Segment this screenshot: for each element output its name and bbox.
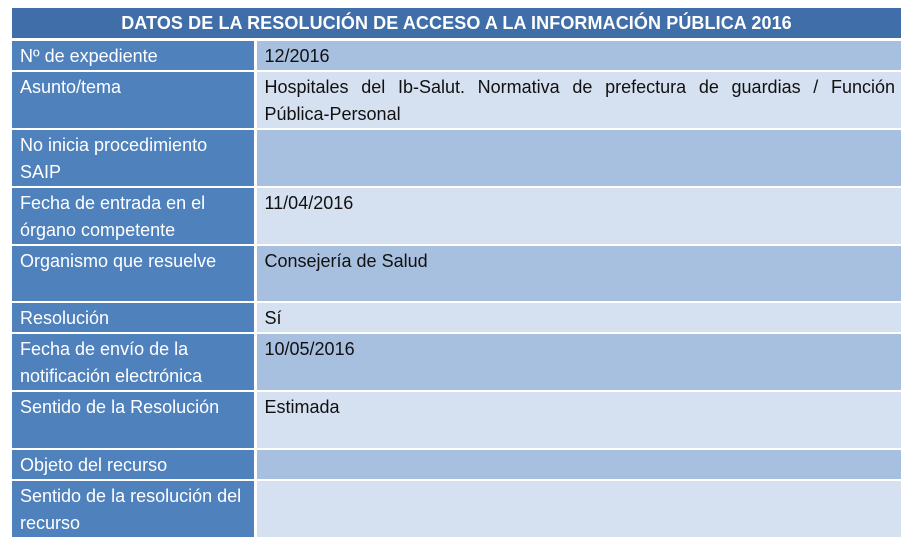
row-label-asunto: Asunto/tema	[12, 71, 255, 129]
table-row	[12, 245, 901, 302]
row-value-sentido: Estimada	[255, 391, 901, 449]
table-row	[12, 302, 901, 333]
row-label-sentido-recurso: Sentido de la resolución del recurso	[12, 480, 255, 538]
row-label-organismo: Organismo que resuelve	[12, 245, 255, 302]
row-value-fecha-entrada: 11/04/2016	[255, 187, 901, 245]
row-value-saip	[255, 129, 901, 187]
row-label-sentido: Sentido de la Resolución	[12, 391, 255, 449]
row-label-expediente: Nº de expediente	[12, 41, 255, 71]
table-row	[12, 449, 901, 480]
row-label-resolucion: Resolución	[12, 302, 255, 333]
table-row	[12, 129, 901, 187]
row-label-fecha-envio: Fecha de envío de la notificación electrónica	[12, 333, 255, 391]
resolution-table	[12, 41, 901, 539]
table-row	[12, 71, 901, 129]
table-row	[12, 391, 901, 449]
row-value-asunto: Hospitales del Ib-Salut. Normativa de prefectura de guardias / Función Pública-Personal	[255, 71, 901, 129]
row-value-objeto-recurso	[255, 449, 901, 480]
row-label-saip: No inicia procedimiento SAIP	[12, 129, 255, 187]
resolution-sheet	[12, 8, 901, 539]
row-value-organismo: Consejería de Salud	[255, 245, 901, 302]
row-label-fecha-entrada: Fecha de entrada en el órgano competente	[12, 187, 255, 245]
row-value-fecha-envio: 10/05/2016	[255, 333, 901, 391]
row-label-objeto-recurso: Objeto del recurso	[12, 449, 255, 480]
table-row	[12, 480, 901, 538]
table-row	[12, 187, 901, 245]
row-value-resolucion: Sí	[255, 302, 901, 333]
sheet-title: DATOS DE LA RESOLUCIÓN DE ACCESO A LA INFORMACIÓN PÚBLICA 2016	[12, 8, 901, 41]
table-row	[12, 41, 901, 71]
row-value-expediente: 12/2016	[255, 41, 901, 71]
row-value-sentido-recurso	[255, 480, 901, 538]
table-row	[12, 333, 901, 391]
